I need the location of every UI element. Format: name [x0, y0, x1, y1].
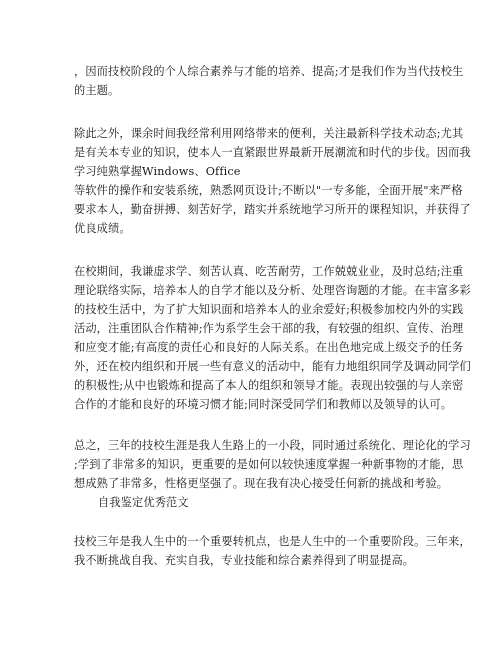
text-line: 理论联络实际，培养本人的自学才能以及分析、处理咨询题的才能。在丰富多彩: [74, 284, 471, 297]
text-line: 是有关本专业的知识，使本人一直紧跟世界最新开展潮流和时代的步伐。因而我: [74, 146, 471, 159]
paragraph-conclusion: [74, 436, 471, 493]
text-line: 学习纯熟掌握Windows、Office: [74, 165, 241, 178]
text-line: 和应变才能;有高度的责任心和良好的人际关系。在出色地完成上级交予的任务: [74, 341, 464, 354]
paragraph-self-assessment: [74, 532, 471, 570]
text-line: 要求本人，勤奋拼搏、刻苦好学，踏实并系统地学习所开的课程知识，并获得了: [74, 203, 471, 216]
paragraph-intro: [74, 62, 464, 100]
text-line: 想成熟了非常多，性格更坚强了。现在我有决心接受任何新的挑战和考验。: [74, 477, 449, 490]
text-line: 外，还在校内组织和开展一些有意义的活动中，能有力地组织同学及调动同学们: [74, 360, 471, 373]
text-line: 活动，注重团队合作精神;作为系学生会干部的我，有较强的组织、宣传、治理: [74, 322, 464, 335]
document-body: [74, 62, 471, 570]
text-line: ，因而技校阶段的个人综合素养与才能的培养、提高;才是我们作为当代技校生: [74, 65, 464, 78]
text-line: 除此之外，课余时间我经常利用网络带来的便利，关注最新科学技术动态;尤其: [74, 127, 464, 140]
text-line: 的主题。: [74, 84, 120, 97]
paragraph-extracurricular: [74, 124, 471, 238]
section-heading: 自我鉴定优秀范文: [98, 496, 189, 509]
text-line: 等软件的操作和安装系统，熟悉网页设计;不断以"一专多能，全面开展"来严格: [74, 184, 463, 197]
text-line: 合作的才能和良好的环境习惯才能;同时深受同学们和教师以及领导的认可。: [74, 398, 453, 411]
text-line: 我不断挑战自我、充实自我，专业技能和综合素养得到了明显提高。: [74, 554, 415, 567]
text-line: 在校期间，我谦虚求学、刻苦认真、吃苦耐劳，工作兢兢业业，及时总结;注重: [74, 265, 464, 278]
text-line: 优良成绩。: [74, 222, 131, 235]
text-line: ;学到了非常多的知识，更重要的是如何以较快速度掌握一种新事物的才能，思: [74, 458, 464, 471]
text-line: 的积极性;从中也锻炼和提高了本人的组织和领导才能。表现出较强的与人亲密: [74, 379, 464, 392]
text-line: 总之，三年的技校生涯是我人生路上的一小段，同时通过系统化、理论化的学习: [74, 439, 471, 452]
text-line: 技校三年是我人生中的一个重要转机点，也是人生中的一个重要阶段。三年来，: [74, 535, 471, 548]
paragraph-school-period: [74, 262, 471, 414]
text-line: 的技校生活中，为了扩大知识面和培养本人的业余爱好;积极参加校内外的实践: [74, 303, 464, 316]
